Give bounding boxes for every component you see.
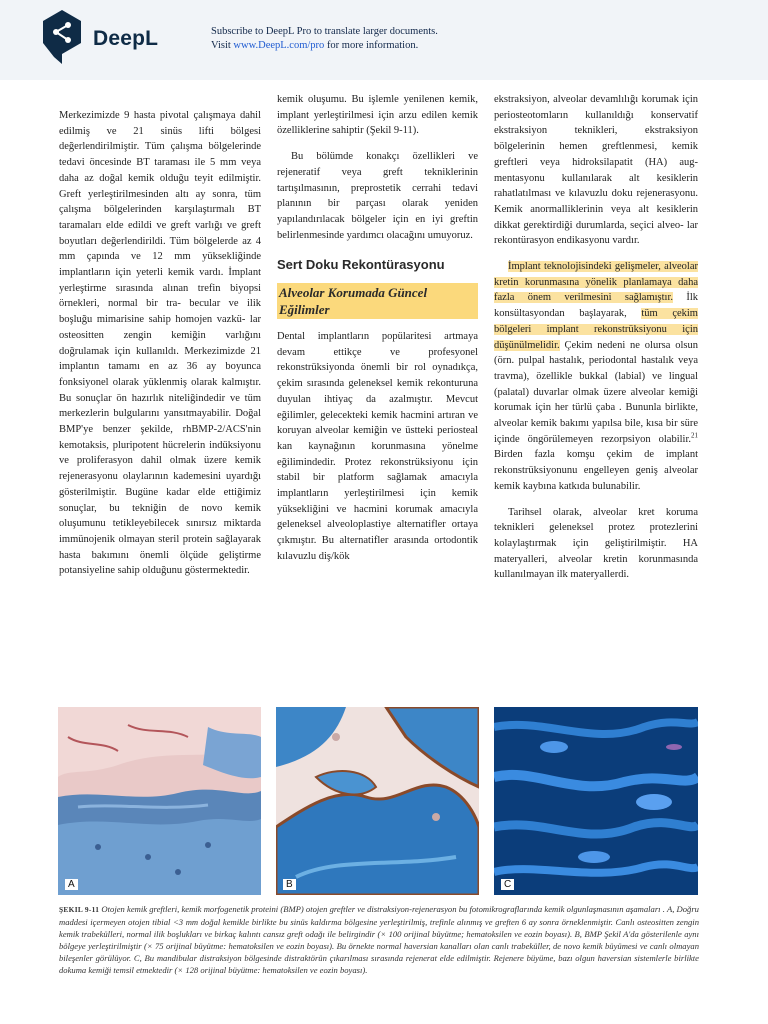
paragraph: Dental implantların popülaritesi artmaya devam ettikçe ve profesyonel rekonstrüksiyonda önemli bir rol oynadıkça, çekim sırasında geleneksel kemik rekonturuna duyulan ihtiyaç da azalmıştır. Mevcut eğilimler, gelecekteki kemik hacmini artıran ve koruyan alveolar kemiğin ve üstteki periosteal kan kaynağının korunmasına yönelme eğilimindedir. Protez rekonstrüksiyonu için stabil bir platform sağlamak amacıyla implantların yerleştirilmesi için kemik yüksekliğini ve hacmini korumak amacıyla geleneksel alveoloplastiye alternatifler ortaya çıkmıştır. Bu alternatifler arasında ortodontik kılavuzlu diş/kök (277, 331, 478, 562)
paragraph: kemik oluşumu. Bu işlemle yenilenen kemik, implant yerleştirilmesi için arzu edilen kemik özelliklerine sahiptir (Şekil 9-11). (277, 94, 478, 137)
paragraph (494, 259, 698, 495)
deepl-pro-link[interactable]: www.DeepL.com/pro (233, 40, 325, 51)
promo-line-2 (211, 39, 438, 53)
text-column-3 (494, 92, 698, 583)
promo-text (211, 25, 438, 53)
highlighted-text: İmplant teknolojisindeki gelişmeler, alveolar kretin korunmasına yönelik planlamaya daha fazla önem verilmesini sağlamıştır. (494, 261, 698, 304)
promo-suffix: for more information. (326, 40, 419, 51)
paragraph: ekstraksiyon, alveolar devamlılığı korumak için periosteotomların kullanıldığı konservatif ekstraksiyon teknikleri, ekstraksiyon bölgelerinin hemen greftlenmesi, kemik greftleri veya hidroksilapatit (HA) aug- mentasyonu kullanılarak alt kesiklerin rahatlatılması ve kılavuzlu doku rejenerasyonu. Kemik anormalliklerinin veya alt kesiklerin dikkat gerektirdiği durumlarda, seçici alveo- lar rekontürasyon endikasyonu vardır. (494, 94, 698, 247)
subsection-heading: Alveolar Korumada Güncel Eğilimler (277, 283, 478, 319)
micrograph-b-image (276, 707, 479, 895)
text-column-1 (59, 108, 261, 579)
deepl-banner (0, 0, 768, 80)
micrograph-c-image (494, 707, 698, 895)
section-heading: Sert Doku Rekontürasyonu (277, 257, 445, 273)
panel-label: C (501, 879, 514, 890)
paragraph: Tarihsel olarak, alveolar kret koruma teknikleri geleneksel protez protezlerini kolaylaştırmak için geliştirilmiştir. HA materyalleri, alveolar kretin korunmasında kullanılmayan ilk materyallerdi. (494, 506, 698, 581)
micrograph-a (58, 707, 261, 895)
brand-name: DeepL (93, 27, 159, 50)
promo-line-1: Subscribe to DeepL Pro to translate larger documents. (211, 26, 438, 37)
text-run: Çekim nedeni ne olursa olsun (örn. pulpal hastalık, periodontal hastalık veya travma), özellikle bukkal (labial) ve lingual (palatal) duvarlar olmak üzere alveolar kemiği korumak için her türlü çaba . Bununla birlikte, alveolar kemik bakımı yapılsa bile, kısa bir süre içinde öngörülemeyen rezorpsiyon olabilir. (494, 339, 698, 445)
figure-caption (59, 903, 699, 977)
micrograph-b (276, 707, 479, 895)
highlighted-text: tüm çekim bölgeleri implant rekonstrüksiyonu için düşünülmelidir. (494, 308, 698, 351)
promo-visit: Visit (211, 40, 231, 51)
panel-label: B (283, 879, 296, 890)
paragraph: Bu bölümde konakçı özellikleri ve rejeneratif veya greft tekniklerinin tartışılmasının, preprostetik cerrahi tedavi planının bir parçası olarak yeniden yapılandırılacak bölgeler için en iyi greftin belirlenmesinde yardımcı olacağını umuyoruz. (277, 151, 478, 241)
paragraph: Merkezimizde 9 hasta pivotal çalışmaya dahil edilmiş ve 21 sinüs lifti bölgesi değerlendirilmiştir. Tüm çalışma bölgelerinde tedavi öncesinde BT taraması ile 5 mm veya daha az doğal kemik olduğu teyit edilmiştir. Greft yerleştirilmesinden altı ay sonra, tüm çalışma bölgelerinden karşılaştırmalı BT taramaları elde edildi ve greft varlığı ve greft boyutları değerlendirildi. Tüm bölgelerde az 4 mm çapında ve 12 mm yüksekliğinde implantların için yeterli kemik vardı. İmplant yerleştirme sırasında alınan trefin biyopsi örnekleri, normal bir tra- becular ve ilik boşluğu mimarisine sahip homojen vazkü- lar osteositten zengin kemiğin varlığını doğrulamak için kullanıldı. Merkezimizde 21 implantın tamamı en az 36 ay boyunca fonksiyonel olarak yüklenmiş olarak kalmıştır. Bu sonuçlar ön hazırlık niteliğindedir ve tüm merkezlerin bulgularını yansıtmayabilir. Doğal BMP'ye benzer şekilde, rhBMP-2/ACS'nin kemotaksis, pluripotent hücrelerin indüksiyonu ve proliferasyon dahil olmak üzere kemik rejenerasyonu olaylarının kademesini uyardığı gösterilmiştir. Bugüne kadar elde ettiğimiz sonuçlar, bu tekniğin de novo kemik oluşumunu tetikleyebilecek sınırsız miktarda immünojenik olmayan steril protein sağlayarak hasta bakımını önemli ölçüde geliştirme potansiyeline sahip olduğunu göstermektedir. (59, 110, 261, 577)
micrograph-a-image (58, 707, 261, 895)
panel-label: A (65, 879, 78, 890)
citation-ref: 21 (691, 431, 698, 440)
text-run: İlk konsültasyondan başlayarak, (494, 292, 698, 320)
caption-text: Otojen kemik greftleri, kemik morfogenetik proteini (BMP) otojen greftler ve distraksiyon-rejenerasyon bu fotomikrograflarında kemik olgunlaşmasının aşamaları . A, Doğru maddesi içermeyen otojen tibial <3 mm doğal kemikle birlikte bu sinüs kaldırma bölgesine yerleştirilmiş, trefinle alınmış ve greften 6 ay sonra örneklenmiştir. Canlı osteositten zengin kemik trabekülleri, normal ilik boşlukları ve birkaç kalıntı cansız greft odağı ile belirgindir (× 100 orijinal büyütme; hematoksilen ve eozin boyası). B, BMP Şekil A'da gösterilenle aynı bölgeye yerleştirilmiştir (× 75 orijinal büyütme: hematoksilen ve eozin boyası). Bu örnekte normal haversian kanalları olan canlı trabeküller, de novo kemik büyümesi ve canlı olmayan bileşenler görülüyor. C, Bu mandibular distraksiyon bölgesinde distraktörün çıkarılması sırasında rejenerat elde edilmiştir. Rejenere büyüme, bazı olgun haversian sistemlerle birlikte dokuma kemiği temsil etmektedir (× 128 orijinal büyütme: hematoksilen ve eozin boyası). (59, 904, 699, 976)
deepl-logo-icon (41, 9, 83, 65)
deepl-logo[interactable] (41, 9, 211, 65)
text-run: Birden fazla komşu çekim de implant rekonstrüksiyonunu engelleyen geniş alveolar kemik kaybına katkıda bulunabilir. (494, 449, 698, 492)
text-column-2 (277, 92, 478, 565)
micrograph-c (494, 707, 698, 895)
figure-number: ŞEKIL 9-11 (59, 905, 100, 914)
